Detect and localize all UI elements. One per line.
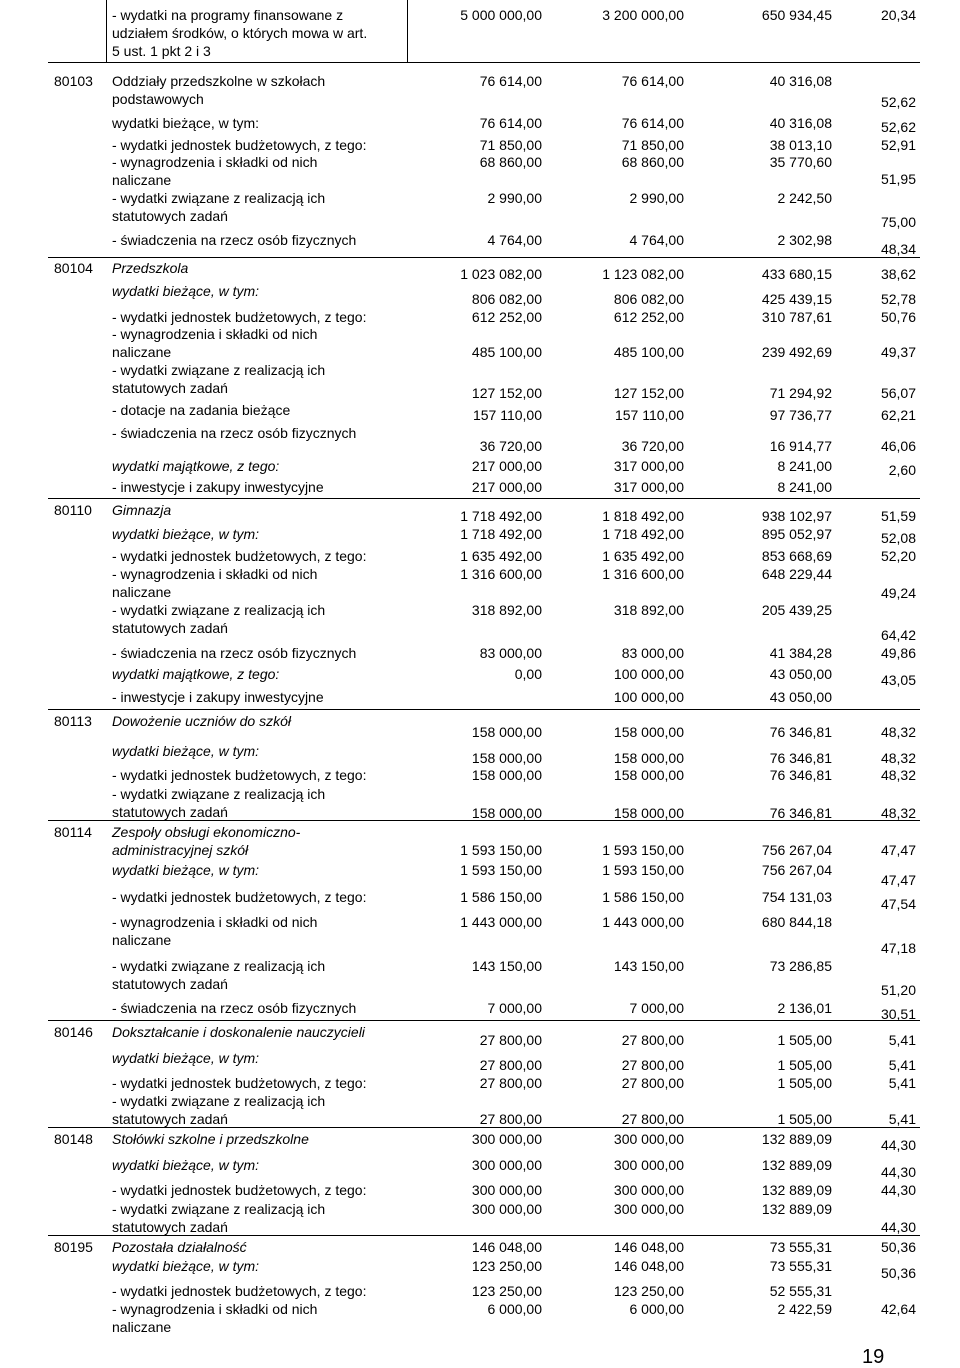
plan-after-changes-value: 612 252,00 [613, 309, 684, 325]
execution-value: 43 050,00 [769, 666, 832, 682]
execution-value: 132 889,09 [761, 1201, 832, 1217]
percent-value: 5,41 [888, 1111, 916, 1127]
percent-value: 52,91 [880, 137, 916, 153]
plan-value: 1 593 150,00 [460, 862, 542, 878]
plan-value: 27 800,00 [479, 1057, 542, 1073]
plan-after-changes-value: 76 614,00 [621, 73, 684, 89]
plan-value: 1 593 150,00 [460, 842, 542, 858]
row-description: Stołówki szkolne i przedszkolne [112, 1131, 309, 1147]
row-description: wydatki bieżące, w tym: [112, 115, 260, 131]
row-description: wydatki bieżące, w tym: [112, 1258, 260, 1274]
plan-value: 2 990,00 [487, 190, 542, 206]
execution-value: 76 346,81 [769, 724, 832, 740]
execution-value: 35 770,60 [769, 154, 832, 170]
plan-after-changes-value: 300 000,00 [613, 1201, 684, 1217]
plan-value: 1 718 492,00 [460, 508, 542, 524]
execution-value: 680 844,18 [761, 914, 832, 930]
execution-value: 71 294,92 [769, 385, 832, 401]
plan-after-changes-value: 6 000,00 [629, 1301, 684, 1317]
execution-value: 52 555,31 [769, 1283, 832, 1299]
plan-value: 0,00 [514, 666, 542, 682]
execution-value: 2 136,01 [777, 1000, 832, 1016]
execution-value: 756 267,04 [761, 842, 832, 858]
row-description: - wydatki związane z realizacją ich statutowych zadań [112, 786, 326, 820]
plan-value: 71 850,00 [479, 137, 542, 153]
row-description: - wydatki związane z realizacją ich statutowych zadań [112, 1093, 326, 1127]
plan-after-changes-value: 1 593 150,00 [602, 862, 684, 878]
plan-value: 300 000,00 [471, 1201, 542, 1217]
plan-after-changes-value: 146 048,00 [613, 1239, 684, 1255]
percent-value: 42,64 [880, 1301, 916, 1317]
percent-value: 62,21 [880, 407, 916, 423]
execution-value: 648 229,44 [761, 566, 832, 582]
row-description: - wydatki jednostek budżetowych, z tego: [112, 767, 367, 783]
execution-value: 73 555,31 [769, 1239, 832, 1255]
row-description: - wynagrodzenia i składki od nich naliczane [112, 326, 318, 360]
plan-value: 158 000,00 [471, 724, 542, 740]
plan-value: 27 800,00 [479, 1075, 542, 1091]
plan-value: 6 000,00 [487, 1301, 542, 1317]
plan-value: 27 800,00 [479, 1111, 542, 1127]
plan-after-changes-value: 36 720,00 [621, 438, 684, 454]
row-description: Pozostała działalność [112, 1239, 247, 1255]
plan-value: 4 764,00 [487, 232, 542, 248]
section-divider [48, 1020, 920, 1021]
row-description: - wynagrodzenia i składki od nich naliczane [112, 1301, 318, 1335]
plan-after-changes-value: 158 000,00 [613, 805, 684, 821]
plan-value: 27 800,00 [479, 1032, 542, 1048]
execution-value: 76 346,81 [769, 750, 832, 766]
row-description: - wydatki związane z realizacją ich statutowych zadań [112, 958, 326, 992]
row-description: wydatki majątkowe, z tego: [112, 666, 280, 682]
plan-value: 146 048,00 [471, 1239, 542, 1255]
plan-value: 485 100,00 [471, 344, 542, 360]
plan-after-changes-value: 806 082,00 [613, 291, 684, 307]
percent-value: 44,30 [880, 1137, 916, 1153]
row-description: wydatki bieżące, w tym: [112, 1157, 260, 1173]
execution-value: 2 422,59 [777, 1301, 832, 1317]
row-description: - wydatki na programy finansowane z udziałem środków, o których mowa w art. 5 ust. 1 pkt 2 i 3 [112, 7, 368, 59]
percent-value: 48,32 [880, 805, 916, 821]
section-code: 80195 [54, 1239, 93, 1255]
row-description: - świadczenia na rzecz osób fizycznych [112, 425, 357, 441]
plan-after-changes-value: 71 850,00 [621, 137, 684, 153]
row-description: Zespoły obsługi ekonomiczno- administracyjnej szkół [112, 824, 301, 858]
percent-value: 52,78 [880, 291, 916, 307]
section-code: 80110 [54, 502, 92, 518]
execution-value: 8 241,00 [777, 458, 832, 474]
row-description: - wydatki jednostek budżetowych, z tego: [112, 1075, 367, 1091]
execution-value: 132 889,09 [761, 1157, 832, 1173]
section-code: 80146 [54, 1024, 93, 1040]
row-description: - wydatki związane z realizacją ich statutowych zadań [112, 1201, 326, 1235]
row-description: - wynagrodzenia i składki od nich naliczane [112, 154, 318, 188]
row-description: - inwestycje i zakupy inwestycyjne [112, 479, 324, 495]
page-number: 19 [862, 1346, 885, 1368]
plan-value: 123 250,00 [471, 1283, 542, 1299]
execution-value: 132 889,09 [761, 1131, 832, 1147]
plan-value: 1 586 150,00 [460, 889, 542, 905]
plan-value: 68 860,00 [479, 154, 542, 170]
row-description: - świadczenia na rzecz osób fizycznych [112, 232, 357, 248]
execution-value: 650 934,45 [761, 7, 832, 23]
execution-value: 2 242,50 [777, 190, 832, 206]
section-code: 80113 [54, 713, 92, 729]
row-description: - wydatki jednostek budżetowych, z tego: [112, 1182, 367, 1198]
plan-after-changes-value: 317 000,00 [613, 458, 684, 474]
percent-value: 30,51 [880, 1006, 916, 1022]
execution-value: 38 013,10 [769, 137, 832, 153]
execution-value: 40 316,08 [769, 73, 832, 89]
row-description: - wydatki jednostek budżetowych, z tego: [112, 309, 367, 325]
execution-value: 756 267,04 [761, 862, 832, 878]
row-description: wydatki bieżące, w tym: [112, 862, 260, 878]
execution-value: 97 736,77 [769, 407, 832, 423]
execution-value: 938 102,97 [761, 508, 832, 524]
percent-value: 49,86 [880, 645, 916, 661]
plan-after-changes-value: 318 892,00 [613, 602, 684, 618]
execution-value: 1 505,00 [777, 1057, 832, 1073]
plan-after-changes-value: 1 316 600,00 [602, 566, 684, 582]
percent-value: 75,00 [880, 214, 916, 230]
percent-value: 44,30 [880, 1219, 916, 1235]
percent-value: 52,62 [880, 94, 916, 110]
row-description: Gimnazja [112, 502, 172, 518]
execution-value: 73 555,31 [769, 1258, 832, 1274]
plan-value: 7 000,00 [487, 1000, 542, 1016]
plan-after-changes-value: 143 150,00 [613, 958, 684, 974]
execution-value: 76 346,81 [769, 805, 832, 821]
execution-value: 1 505,00 [777, 1032, 832, 1048]
percent-value: 51,59 [880, 508, 916, 524]
row-description: - świadczenia na rzecz osób fizycznych [112, 1000, 357, 1016]
percent-value: 52,08 [880, 530, 916, 546]
percent-value: 50,36 [880, 1239, 916, 1255]
plan-after-changes-value: 2 990,00 [629, 190, 684, 206]
plan-after-changes-value: 1 123 082,00 [602, 266, 684, 282]
plan-after-changes-value: 100 000,00 [613, 666, 684, 682]
plan-after-changes-value: 27 800,00 [621, 1111, 684, 1127]
row-description: - wydatki związane z realizacją ich statutowych zadań [112, 190, 326, 224]
section-divider [48, 62, 920, 63]
plan-after-changes-value: 1 635 492,00 [602, 548, 684, 564]
plan-after-changes-value: 1 586 150,00 [602, 889, 684, 905]
plan-after-changes-value: 27 800,00 [621, 1032, 684, 1048]
plan-after-changes-value: 317 000,00 [613, 479, 684, 495]
percent-value: 5,41 [888, 1032, 916, 1048]
execution-value: 40 316,08 [769, 115, 832, 131]
section-code: 80148 [54, 1131, 93, 1147]
percent-value: 48,32 [880, 724, 916, 740]
section-code: 80103 [54, 73, 93, 89]
plan-value: 83 000,00 [479, 645, 542, 661]
row-description: wydatki majątkowe, z tego: [112, 458, 280, 474]
row-description: - świadczenia na rzecz osób fizycznych [112, 645, 357, 661]
plan-after-changes-value: 1 593 150,00 [602, 842, 684, 858]
plan-value: 1 635 492,00 [460, 548, 542, 564]
percent-value: 47,54 [880, 896, 916, 912]
row-description: Dokształcanie i doskonalenie nauczycieli [112, 1024, 365, 1040]
plan-value: 806 082,00 [471, 291, 542, 307]
percent-value: 5,41 [888, 1057, 916, 1073]
row-description: Przedszkola [112, 260, 189, 276]
plan-after-changes-value: 158 000,00 [613, 724, 684, 740]
percent-value: 50,76 [880, 309, 916, 325]
row-description: - wynagrodzenia i składki od nich naliczane [112, 566, 318, 600]
row-description: wydatki bieżące, w tym: [112, 526, 260, 542]
execution-value: 1 505,00 [777, 1111, 832, 1127]
plan-value: 612 252,00 [471, 309, 542, 325]
execution-value: 853 668,69 [761, 548, 832, 564]
plan-value: 143 150,00 [471, 958, 542, 974]
plan-after-changes-value: 27 800,00 [621, 1075, 684, 1091]
percent-value: 48,32 [880, 767, 916, 783]
percent-value: 51,95 [880, 171, 916, 187]
execution-value: 895 052,97 [761, 526, 832, 542]
percent-value: 48,34 [880, 241, 916, 257]
percent-value: 51,20 [880, 982, 916, 998]
plan-value: 1 718 492,00 [460, 526, 542, 542]
plan-value: 76 614,00 [479, 73, 542, 89]
percent-value: 49,24 [880, 585, 916, 601]
percent-value: 48,32 [880, 750, 916, 766]
row-description: Oddziały przedszkolne w szkołach podstawowych [112, 73, 326, 107]
execution-value: 73 286,85 [769, 958, 832, 974]
plan-value: 127 152,00 [471, 385, 542, 401]
row-description: - wynagrodzenia i składki od nich naliczane [112, 914, 318, 948]
plan-after-changes-value: 1 443 000,00 [602, 914, 684, 930]
percent-value: 44,30 [880, 1182, 916, 1198]
plan-value: 36 720,00 [479, 438, 542, 454]
plan-value: 123 250,00 [471, 1258, 542, 1274]
percent-value: 52,20 [880, 548, 916, 564]
execution-value: 132 889,09 [761, 1182, 832, 1198]
execution-value: 76 346,81 [769, 767, 832, 783]
row-description: - wydatki związane z realizacją ich statutowych zadań [112, 362, 326, 396]
row-description: - wydatki jednostek budżetowych, z tego: [112, 137, 367, 153]
percent-value: 20,34 [880, 7, 916, 23]
percent-value: 47,47 [880, 872, 916, 888]
plan-after-changes-value: 7 000,00 [629, 1000, 684, 1016]
percent-value: 50,36 [880, 1265, 916, 1281]
plan-after-changes-value: 3 200 000,00 [602, 7, 684, 23]
percent-value: 49,37 [880, 344, 916, 360]
section-code: 80104 [54, 260, 93, 276]
execution-value: 1 505,00 [777, 1075, 832, 1091]
plan-after-changes-value: 300 000,00 [613, 1131, 684, 1147]
execution-value: 41 384,28 [769, 645, 832, 661]
plan-value: 157 110,00 [472, 407, 542, 423]
row-description: - dotacje na zadania bieżące [112, 402, 291, 418]
plan-value: 1 023 082,00 [460, 266, 542, 282]
row-description: - wydatki jednostek budżetowych, z tego: [112, 548, 367, 564]
plan-value: 217 000,00 [471, 479, 542, 495]
plan-after-changes-value: 157 110,00 [614, 407, 684, 423]
percent-value: 64,42 [880, 627, 916, 643]
execution-value: 754 131,03 [761, 889, 832, 905]
percent-value: 44,30 [880, 1164, 916, 1180]
row-description: - wydatki związane z realizacją ich statutowych zadań [112, 602, 326, 636]
percent-value: 5,41 [888, 1075, 916, 1091]
execution-value: 2 302,98 [777, 232, 832, 248]
percent-value: 2,60 [888, 462, 916, 478]
plan-after-changes-value: 300 000,00 [613, 1182, 684, 1198]
plan-value: 158 000,00 [471, 805, 542, 821]
row-description: - inwestycje i zakupy inwestycyjne [112, 689, 324, 705]
plan-after-changes-value: 127 152,00 [613, 385, 684, 401]
row-description: Dowożenie uczniów do szkół [112, 713, 291, 729]
execution-value: 205 439,25 [761, 602, 832, 618]
percent-value: 38,62 [880, 266, 916, 282]
row-description: - wydatki jednostek budżetowych, z tego: [112, 889, 367, 905]
plan-value: 1 316 600,00 [460, 566, 542, 582]
plan-after-changes-value: 158 000,00 [613, 767, 684, 783]
plan-after-changes-value: 146 048,00 [613, 1258, 684, 1274]
plan-value: 318 892,00 [471, 602, 542, 618]
section-divider [48, 498, 920, 499]
plan-after-changes-value: 4 764,00 [629, 232, 684, 248]
execution-value: 310 787,61 [761, 309, 832, 325]
plan-value: 76 614,00 [479, 115, 542, 131]
plan-after-changes-value: 485 100,00 [613, 344, 684, 360]
plan-value: 300 000,00 [471, 1157, 542, 1173]
row-description: wydatki bieżące, w tym: [112, 283, 260, 299]
percent-value: 47,18 [880, 940, 916, 956]
percent-value: 52,62 [880, 119, 916, 135]
execution-value: 43 050,00 [769, 689, 832, 705]
execution-value: 433 680,15 [761, 266, 832, 282]
section-divider [48, 257, 920, 258]
plan-value: 217 000,00 [471, 458, 542, 474]
plan-value: 300 000,00 [471, 1131, 542, 1147]
percent-value: 56,07 [880, 385, 916, 401]
plan-after-changes-value: 1 718 492,00 [602, 526, 684, 542]
plan-value: 158 000,00 [471, 750, 542, 766]
plan-after-changes-value: 76 614,00 [621, 115, 684, 131]
percent-value: 47,47 [880, 842, 916, 858]
plan-value: 158 000,00 [471, 767, 542, 783]
plan-after-changes-value: 300 000,00 [613, 1157, 684, 1173]
plan-after-changes-value: 1 818 492,00 [602, 508, 684, 524]
row-description: - wydatki jednostek budżetowych, z tego: [112, 1283, 367, 1299]
percent-value: 46,06 [880, 438, 916, 454]
plan-after-changes-value: 158 000,00 [613, 750, 684, 766]
plan-after-changes-value: 27 800,00 [621, 1057, 684, 1073]
execution-value: 239 492,69 [761, 344, 832, 360]
plan-value: 5 000 000,00 [460, 7, 542, 23]
row-description: wydatki bieżące, w tym: [112, 743, 260, 759]
plan-value: 300 000,00 [471, 1182, 542, 1198]
plan-after-changes-value: 100 000,00 [613, 689, 684, 705]
execution-value: 8 241,00 [777, 479, 832, 495]
plan-after-changes-value: 83 000,00 [621, 645, 684, 661]
execution-value: 16 914,77 [769, 438, 832, 454]
plan-value: 1 443 000,00 [460, 914, 542, 930]
percent-value: 43,05 [880, 672, 916, 688]
plan-after-changes-value: 68 860,00 [621, 154, 684, 170]
section-code: 80114 [54, 824, 92, 840]
plan-after-changes-value: 123 250,00 [613, 1283, 684, 1299]
section-divider [48, 709, 920, 710]
row-description: wydatki bieżące, w tym: [112, 1050, 260, 1066]
execution-value: 425 439,15 [761, 291, 832, 307]
